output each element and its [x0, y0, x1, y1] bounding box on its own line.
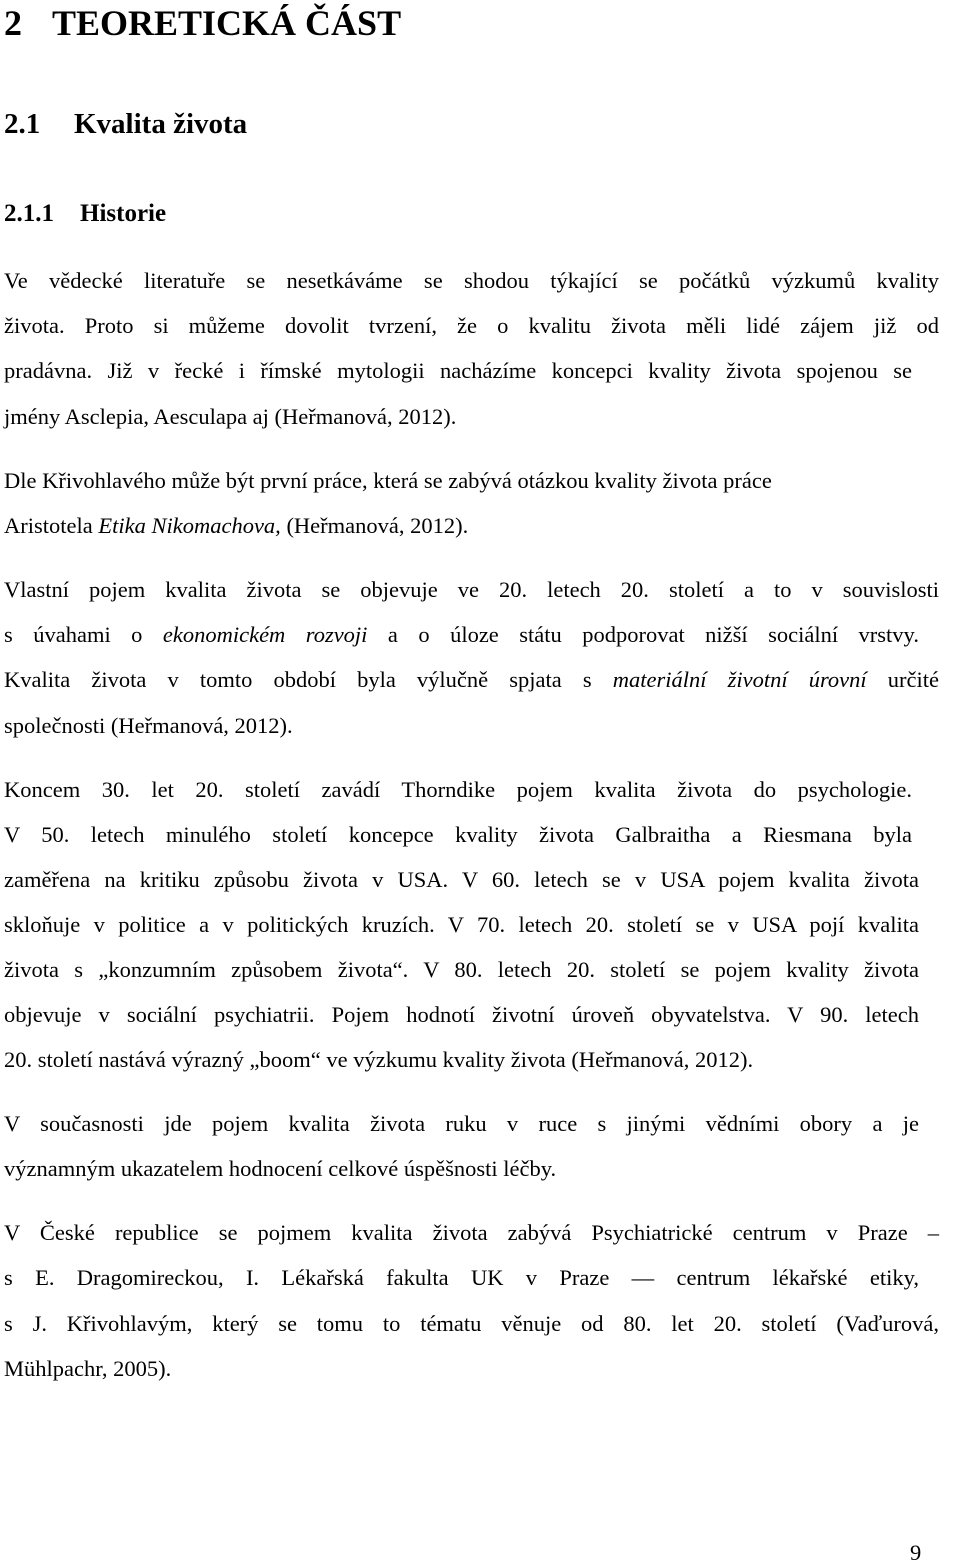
- text-line: s J. Křivohlavým, který se tomu to tématu věnuje od 80. let 20. století (Vaďurová,: [4, 1311, 939, 1336]
- text-line: Ve vědecké literatuře se nesetkáváme se shodou týkající se počátků výzkumů kvality: [4, 268, 939, 293]
- text-line: [4, 620, 919, 650]
- subsection-number: 2.1.1: [4, 200, 54, 227]
- chapter-heading: [4, 2, 401, 44]
- text-line: jmény Asclepia, Aesculapa aj (Heřmanová, 2012).: [4, 404, 457, 429]
- subsection-heading: [4, 198, 166, 230]
- text-line: 20. století nastává výrazný „boom“ ve výzkumu kvality života (Heřmanová, 2012).: [4, 1047, 754, 1072]
- text-run: a o úloze státu podporovat nižší sociální vrstvy.: [367, 622, 919, 647]
- text-line: života s „konzumním způsobem života“. V 80. letech 20. století se pojem kvality života: [4, 957, 919, 982]
- section-title: Kvalita života: [74, 108, 248, 140]
- text-run: (Heřmanová, 2012).: [280, 513, 469, 538]
- text-line: skloňuje v politice a v politických kruzích. V 70. letech 20. století se v USA pojí kvalita: [4, 912, 919, 937]
- text-line: života. Proto si můžeme dovolit tvrzení, že o kvalitu života měli lidé zájem již od: [4, 313, 939, 338]
- emphasis-text: ekonomickém rozvoji: [162, 622, 368, 647]
- text-run: určité: [866, 667, 940, 692]
- text-line: pradávna. Již v řecké i římské mytologii nacházíme koncepci kvality života spojenou se: [4, 358, 912, 383]
- chapter-number: 2: [4, 3, 22, 43]
- text-run: Aristotela: [4, 513, 99, 538]
- subsection-title: Historie: [80, 200, 167, 227]
- text-line: společnosti (Heřmanová, 2012).: [4, 713, 293, 738]
- text-line: objevuje v sociální psychiatrii. Pojem hodnotí životní úroveň obyvatelstva. V 90. letech: [4, 1002, 919, 1027]
- chapter-title: TEORETICKÁ ČÁST: [52, 3, 402, 43]
- text-line: Koncem 30. let 20. století zavádí Thorndike pojem kvalita života do psychologie.: [4, 777, 912, 802]
- book-title: Etika Nikomachova,: [98, 513, 281, 538]
- section-heading: [4, 106, 247, 142]
- text-line: V České republice se pojmem kvalita života zabývá Psychiatrické centrum v Praze –: [4, 1220, 939, 1245]
- emphasis-text: materiální životní úrovní: [612, 667, 867, 692]
- text-run: Kvalita života v tomto období byla výlučně spjata s: [4, 667, 613, 692]
- text-line: s E. Dragomireckou, I. Lékařská fakulta UK v Praze ― centrum lékařské etiky,: [4, 1265, 919, 1290]
- text-line: V 50. letech minulého století koncepce kvality života Galbraitha a Riesmana byla: [4, 822, 912, 847]
- section-number: 2.1: [4, 108, 41, 140]
- text-line: V současnosti jde pojem kvalita života ruku v ruce s jinými vědními obory a je: [4, 1111, 919, 1136]
- text-run: s úvahami o: [4, 622, 163, 647]
- text-line: Dle Křivohlavého může být první práce, která se zabývá otázkou kvality života práce: [4, 468, 772, 493]
- text-line: Vlastní pojem kvalita života se objevuje ve 20. letech 20. století a to v souvislosti: [4, 577, 939, 602]
- text-line: významným ukazatelem hodnocení celkové úspěšnosti léčby.: [4, 1156, 557, 1181]
- page-number: 9: [910, 1540, 922, 1565]
- text-line: [4, 665, 939, 695]
- text-line: [4, 511, 939, 541]
- text-line: Mühlpachr, 2005).: [4, 1356, 172, 1381]
- text-line: zaměřena na kritiku způsobu života v USA. V 60. letech se v USA pojem kvalita života: [4, 867, 919, 892]
